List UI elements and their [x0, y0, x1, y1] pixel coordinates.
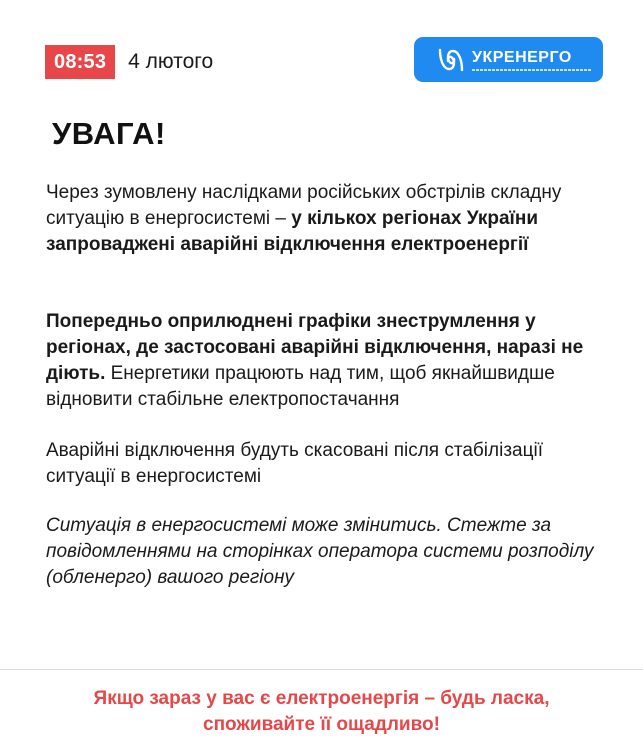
paragraph-situation: [46, 180, 606, 258]
paragraph-schedules-text: Енергетики працюють над тим, щоб якнайшвидше відновити стабільне електропостачання: [46, 363, 555, 410]
ukrenergo-logo-icon: [436, 47, 466, 73]
footer-line-1: Якщо зараз у вас є електроенергія – будь ласка,: [93, 688, 550, 709]
page-title: УВАГА!: [52, 116, 166, 151]
logo-text-block: [472, 49, 592, 71]
paragraph-cancellation: Аварійні відключення будуть скасовані після стабілізації ситуації в енергосистемі: [46, 440, 543, 487]
date-label: 4 лютого: [128, 50, 214, 73]
paragraph-schedules: [46, 309, 606, 413]
paragraph-situation-emphasis: у кількох регіонах України запроваджені аварійні відключення електроенергії: [46, 208, 539, 255]
paragraph-situation-text: Через зумовлену наслідками російських обстрілів складну ситуацію в енергосистемі –: [46, 182, 562, 229]
ukrenergo-logo: [414, 37, 603, 82]
time-badge: 08:53: [45, 45, 115, 79]
paragraph-schedules-emphasis: Попередньо оприлюднені графіки знеструмлення у регіонах, де застосовані аварійні відключення, наразі не діють.: [46, 311, 584, 384]
footer-line-2: споживайте її ощадливо!: [203, 714, 440, 735]
footer-appeal: [0, 686, 643, 738]
paragraph-notice: Ситуація в енергосистемі може змінитись. Стежте за повідомленнями на сторінках оператора системи розподілу (обленерго) вашого регіону: [46, 515, 594, 588]
header: [45, 45, 213, 79]
logo-text: УКРЕНЕРГО: [472, 48, 572, 66]
logo-tagline: [472, 69, 592, 71]
footer-divider: [0, 669, 643, 670]
